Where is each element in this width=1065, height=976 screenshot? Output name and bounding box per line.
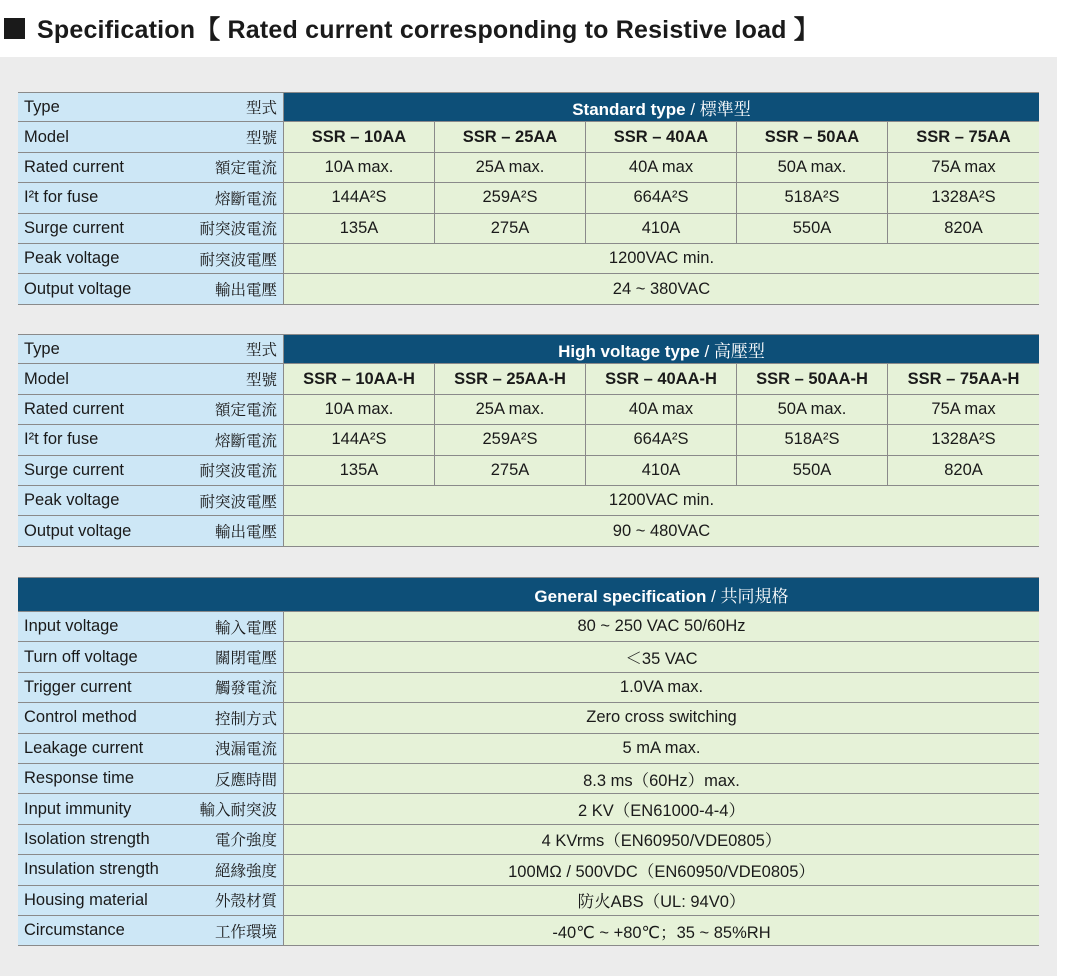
table-cell: 820A — [888, 456, 1039, 486]
table-cell: SSR – 10AA — [284, 122, 435, 152]
table-cell: 40A max — [586, 395, 737, 425]
label-en: Response time — [24, 769, 135, 788]
table-row — [18, 516, 1039, 546]
label-en: Surge current — [24, 460, 124, 479]
header-zh: / 共同規格 — [711, 587, 789, 606]
header-en: Standard type — [572, 99, 686, 119]
row-label — [18, 764, 284, 794]
label-zh: 耐突波電壓 — [199, 493, 277, 511]
label-en: Trigger current — [24, 677, 132, 696]
table-cell: SSR – 75AA — [888, 122, 1039, 152]
row-label — [18, 886, 284, 916]
table-row — [18, 612, 1039, 642]
table-cell: ＜35 VAC — [284, 642, 1039, 672]
row-label — [18, 334, 284, 364]
label-en: I²t for fuse — [24, 188, 99, 207]
table-cell: 1328A²S — [888, 183, 1039, 213]
section-header — [284, 577, 1039, 612]
label-zh: 熔斷電流 — [214, 432, 277, 450]
label-en: Turn off voltage — [24, 647, 138, 666]
table-cell: 防火ABS（UL: 94V0） — [284, 886, 1039, 916]
label-en: Model — [24, 369, 69, 388]
row-label — [18, 92, 284, 122]
label-en: Input voltage — [24, 617, 119, 636]
label-zh: 型式 — [245, 342, 277, 360]
header-en: General specification — [534, 587, 707, 606]
row-label — [18, 183, 284, 213]
label-zh: 輸出電壓 — [214, 524, 277, 542]
row-label — [18, 153, 284, 183]
table-cell: 50A max. — [737, 395, 888, 425]
table-row — [18, 244, 1039, 274]
table-row — [18, 334, 1039, 364]
header-zh: / 高壓型 — [704, 341, 765, 361]
table-row — [18, 673, 1039, 703]
page-title-bar — [0, 8, 1065, 48]
title-bullet-square — [4, 18, 25, 39]
table-row — [18, 364, 1039, 394]
label-en: Leakage current — [24, 738, 144, 757]
table-row — [18, 122, 1039, 152]
table-cell: 259A²S — [435, 183, 586, 213]
row-label — [18, 734, 284, 764]
label-zh: 反應時間 — [214, 771, 277, 789]
label-zh: 型式 — [245, 100, 277, 118]
table-cell: 135A — [284, 214, 435, 244]
table-row — [18, 825, 1039, 855]
label-en: Insulation strength — [24, 860, 159, 879]
label-en: Type — [24, 97, 60, 116]
table-cell: 1.0VA max. — [284, 673, 1039, 703]
label-zh: 外殼材質 — [214, 893, 277, 911]
label-zh: 耐突波電流 — [199, 221, 277, 239]
table-cell: 664A²S — [586, 183, 737, 213]
table-cell: 4 KVrms（EN60950/VDE0805） — [284, 825, 1039, 855]
table-cell: 90 ~ 480VAC — [284, 516, 1039, 546]
row-label — [18, 794, 284, 824]
table-cell: 40A max — [586, 153, 737, 183]
table-cell: 10A max. — [284, 153, 435, 183]
label-zh: 工作環境 — [214, 923, 277, 941]
table-cell: 275A — [435, 456, 586, 486]
table-row — [18, 703, 1039, 733]
table-cell: 10A max. — [284, 395, 435, 425]
label-zh: 控制方式 — [214, 710, 277, 728]
table-cell: 259A²S — [435, 425, 586, 455]
label-zh: 額定電流 — [214, 402, 277, 420]
table-row — [18, 486, 1039, 516]
table-row — [18, 456, 1039, 486]
label-zh: 型號 — [245, 372, 277, 390]
label-zh: 電介強度 — [214, 832, 277, 850]
label-zh: 觸發電流 — [214, 680, 277, 698]
row-label — [18, 612, 284, 642]
section-header — [284, 92, 1039, 122]
section-header-blank — [18, 577, 284, 612]
row-label — [18, 703, 284, 733]
table-row — [18, 916, 1039, 946]
label-en: Isolation strength — [24, 829, 150, 848]
standard-type-table — [18, 92, 1039, 305]
label-zh: 絕緣強度 — [214, 862, 277, 880]
table-row — [18, 183, 1039, 213]
table-cell: 1328A²S — [888, 425, 1039, 455]
row-label — [18, 122, 284, 152]
table-row — [18, 886, 1039, 916]
table-cell: 5 mA max. — [284, 734, 1039, 764]
table-cell: 24 ~ 380VAC — [284, 274, 1039, 304]
label-en: Peak voltage — [24, 491, 120, 510]
label-en: Output voltage — [24, 521, 132, 540]
label-zh: 耐突波電流 — [199, 463, 277, 481]
label-en: Housing material — [24, 890, 148, 909]
label-zh: 關閉電壓 — [214, 650, 277, 668]
label-zh: 額定電流 — [214, 160, 277, 178]
table-cell: 144A²S — [284, 183, 435, 213]
table-cell: 1200VAC min. — [284, 486, 1039, 516]
page-title: Specification【 Rated current corresponding to Resistive load 】 — [37, 16, 819, 44]
table-cell: 410A — [586, 456, 737, 486]
label-zh: 熔斷電流 — [214, 190, 277, 208]
table-row — [18, 425, 1039, 455]
label-zh: 耐突波電壓 — [199, 251, 277, 269]
table-cell: SSR – 50AA-H — [737, 364, 888, 394]
table-cell: 410A — [586, 214, 737, 244]
label-zh: 型號 — [245, 130, 277, 148]
table-cell: 518A²S — [737, 425, 888, 455]
table-cell: 100MΩ / 500VDC（EN60950/VDE0805） — [284, 855, 1039, 885]
header-en: High voltage type — [558, 341, 700, 361]
table-row — [18, 577, 1039, 612]
table-cell: Zero cross switching — [284, 703, 1039, 733]
label-zh: 輸出電壓 — [214, 282, 277, 300]
table-row — [18, 734, 1039, 764]
row-label — [18, 214, 284, 244]
high-voltage-type-table — [18, 334, 1039, 547]
table-cell: 144A²S — [284, 425, 435, 455]
row-label — [18, 642, 284, 672]
row-label — [18, 425, 284, 455]
table-row — [18, 214, 1039, 244]
label-zh: 輸入電壓 — [214, 619, 277, 637]
table-cell: 275A — [435, 214, 586, 244]
table-cell: 75A max — [888, 153, 1039, 183]
row-label — [18, 274, 284, 304]
table-cell: SSR – 40AA-H — [586, 364, 737, 394]
table-cell: 664A²S — [586, 425, 737, 455]
row-label — [18, 916, 284, 946]
label-en: Control method — [24, 708, 137, 727]
table-cell: 25A max. — [435, 395, 586, 425]
table-row — [18, 794, 1039, 824]
table-cell: 8.3 ms（60Hz）max. — [284, 764, 1039, 794]
label-en: I²t for fuse — [24, 430, 99, 449]
table-cell: -40℃ ~ +80℃；35 ~ 85%RH — [284, 916, 1039, 946]
table-cell: SSR – 40AA — [586, 122, 737, 152]
table-cell: 135A — [284, 456, 435, 486]
label-zh: 輸入耐突波 — [199, 802, 277, 820]
table-row — [18, 395, 1039, 425]
table-cell: 25A max. — [435, 153, 586, 183]
row-label — [18, 364, 284, 394]
row-label — [18, 486, 284, 516]
table-row — [18, 764, 1039, 794]
row-label — [18, 395, 284, 425]
table-row — [18, 274, 1039, 304]
table-cell: SSR – 50AA — [737, 122, 888, 152]
table-cell: 75A max — [888, 395, 1039, 425]
row-label — [18, 825, 284, 855]
table-row — [18, 153, 1039, 183]
label-en: Peak voltage — [24, 249, 120, 268]
table-cell: 80 ~ 250 VAC 50/60Hz — [284, 612, 1039, 642]
label-en: Model — [24, 127, 69, 146]
table-cell: 550A — [737, 456, 888, 486]
table-cell: SSR – 75AA-H — [888, 364, 1039, 394]
label-en: Rated current — [24, 399, 124, 418]
label-en: Input immunity — [24, 799, 132, 818]
table-cell: 550A — [737, 214, 888, 244]
table-row — [18, 92, 1039, 122]
section-header — [284, 334, 1039, 364]
row-label — [18, 456, 284, 486]
label-en: Type — [24, 339, 60, 358]
label-en: Output voltage — [24, 279, 132, 298]
label-en: Surge current — [24, 218, 124, 237]
table-cell: 820A — [888, 214, 1039, 244]
table-row — [18, 642, 1039, 672]
general-specification-table — [18, 577, 1039, 946]
label-zh: 洩漏電流 — [214, 741, 277, 759]
row-label — [18, 244, 284, 274]
table-cell: SSR – 25AA — [435, 122, 586, 152]
table-cell: 50A max. — [737, 153, 888, 183]
table-row — [18, 855, 1039, 885]
table-cell: SSR – 25AA-H — [435, 364, 586, 394]
table-cell: 518A²S — [737, 183, 888, 213]
label-en: Circumstance — [24, 921, 125, 940]
row-label — [18, 855, 284, 885]
table-cell: 2 KV（EN61000-4-4） — [284, 794, 1039, 824]
table-cell: SSR – 10AA-H — [284, 364, 435, 394]
row-label — [18, 673, 284, 703]
row-label — [18, 516, 284, 546]
header-zh: / 標準型 — [690, 99, 751, 119]
table-cell: 1200VAC min. — [284, 244, 1039, 274]
label-en: Rated current — [24, 157, 124, 176]
